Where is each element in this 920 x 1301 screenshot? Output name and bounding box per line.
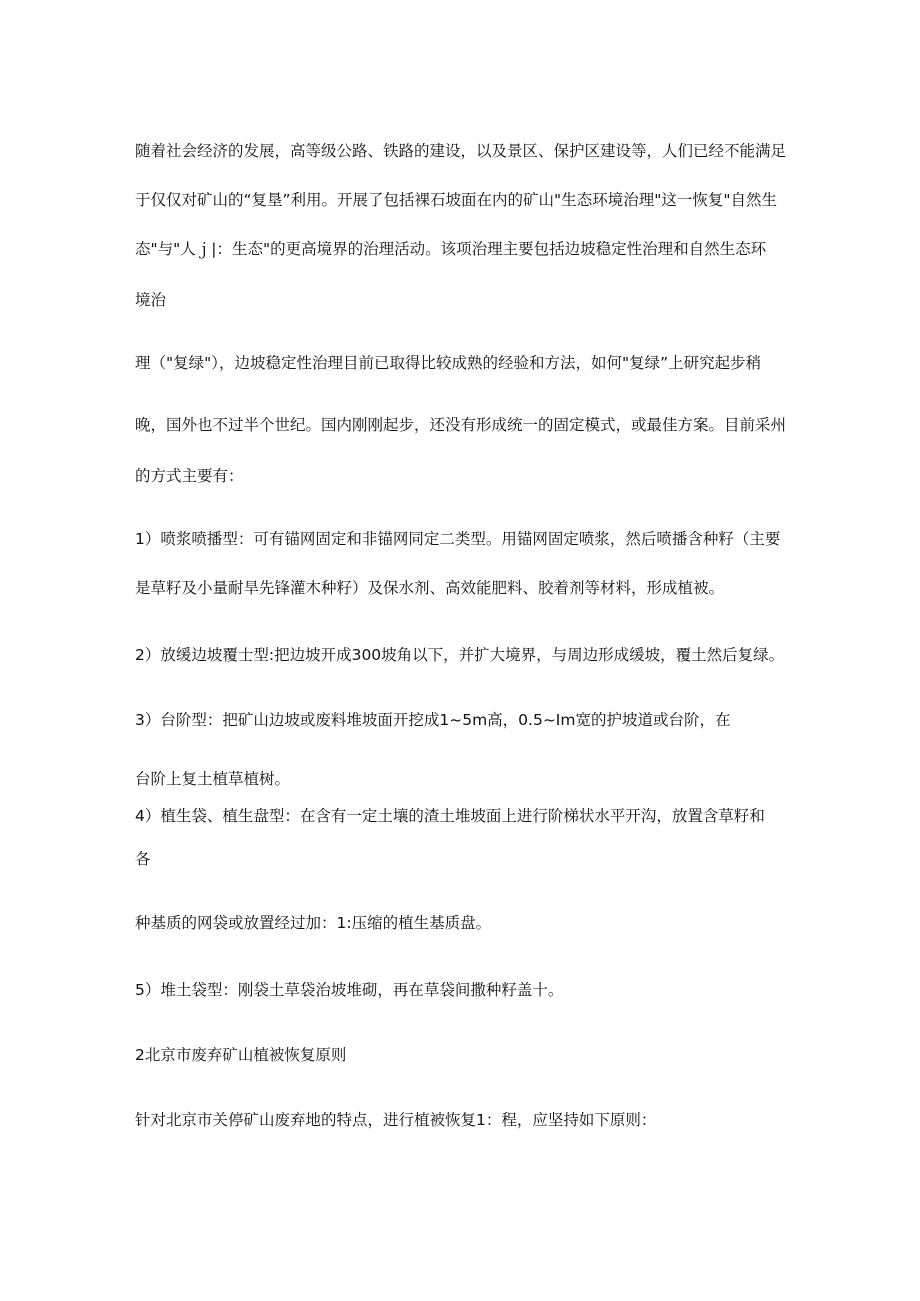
paragraph-line-7: 的方式主要有：	[135, 467, 244, 485]
section-paragraph: 针对北京市关停矿山废弃地的特点，进行植被恢复1：程，应坚持如下原则：	[135, 1111, 657, 1129]
list-item-1-line-1: 1）喷浆喷播型：可有锚网固定和非锚网同定二类型。用锚网固定喷浆，然后喷播含种籽（主要	[135, 530, 781, 548]
paragraph-line-2: 于仅仅对矿山的“复垦”利用。开展了包括裸石坡面在内的矿山"生态环境治理"这一恢复"自然生	[135, 191, 777, 209]
list-item-3-line-1: 3）台阶型：把矿山边坡或废料堆坡面开挖成1~5m高，0.5~Im宽的护坡道或台阶，在	[135, 711, 731, 729]
paragraph-line-4: 境治	[135, 291, 167, 309]
paragraph-line-3: 态"与"人ｊ|：生态"的更高境界的治理活动。该项治理主要包括边坡稳定性治理和自然生态环	[135, 240, 767, 258]
list-item-2: 2）放缓边坡覆士型:把边坡开成300坡角以下，并扩大境界，与周边形成缓坡，覆土然后复绿。	[135, 646, 785, 664]
list-item-1-line-2: 是草籽及小量耐旱先锋灌木种籽）及保水剂、高效能肥料、胶着剂等材料，形成植被。	[135, 579, 725, 597]
section-heading: 2北京市废弃矿山植被恢复原则	[135, 1046, 347, 1064]
list-item-4-line-3: 种基质的网袋或放置经过加：1:压缩的植生基质盘。	[135, 914, 492, 932]
list-item-3-line-2: 台阶上复土植草植树。	[135, 770, 291, 788]
paragraph-line-6: 晚，国外也不过半个世纪。国内刚刚起步，还没有形成统一的固定模式，或最佳方案。目前采州	[135, 416, 787, 434]
list-item-4-line-1: 4）植生袋、植生盘型：在含有一定土壤的渣土堆坡面上进行阶梯状水平开沟，放置含草籽和	[135, 807, 765, 825]
list-item-4-line-2: 各	[135, 850, 151, 868]
paragraph-line-5: 理（"复绿"），边坡稳定性治理目前已取得比较成熟的经验和方法，如何"复绿”上研究起步稍	[135, 354, 762, 372]
list-item-5: 5）堆土袋型：刚袋土草袋治坡堆砌，再在草袋间撒种籽盖十。	[135, 981, 564, 999]
paragraph-line-1: 随着社会经济的发展，高等级公路、铁路的建设，以及景区、保护区建设等，人们已经不能满足	[135, 142, 787, 160]
